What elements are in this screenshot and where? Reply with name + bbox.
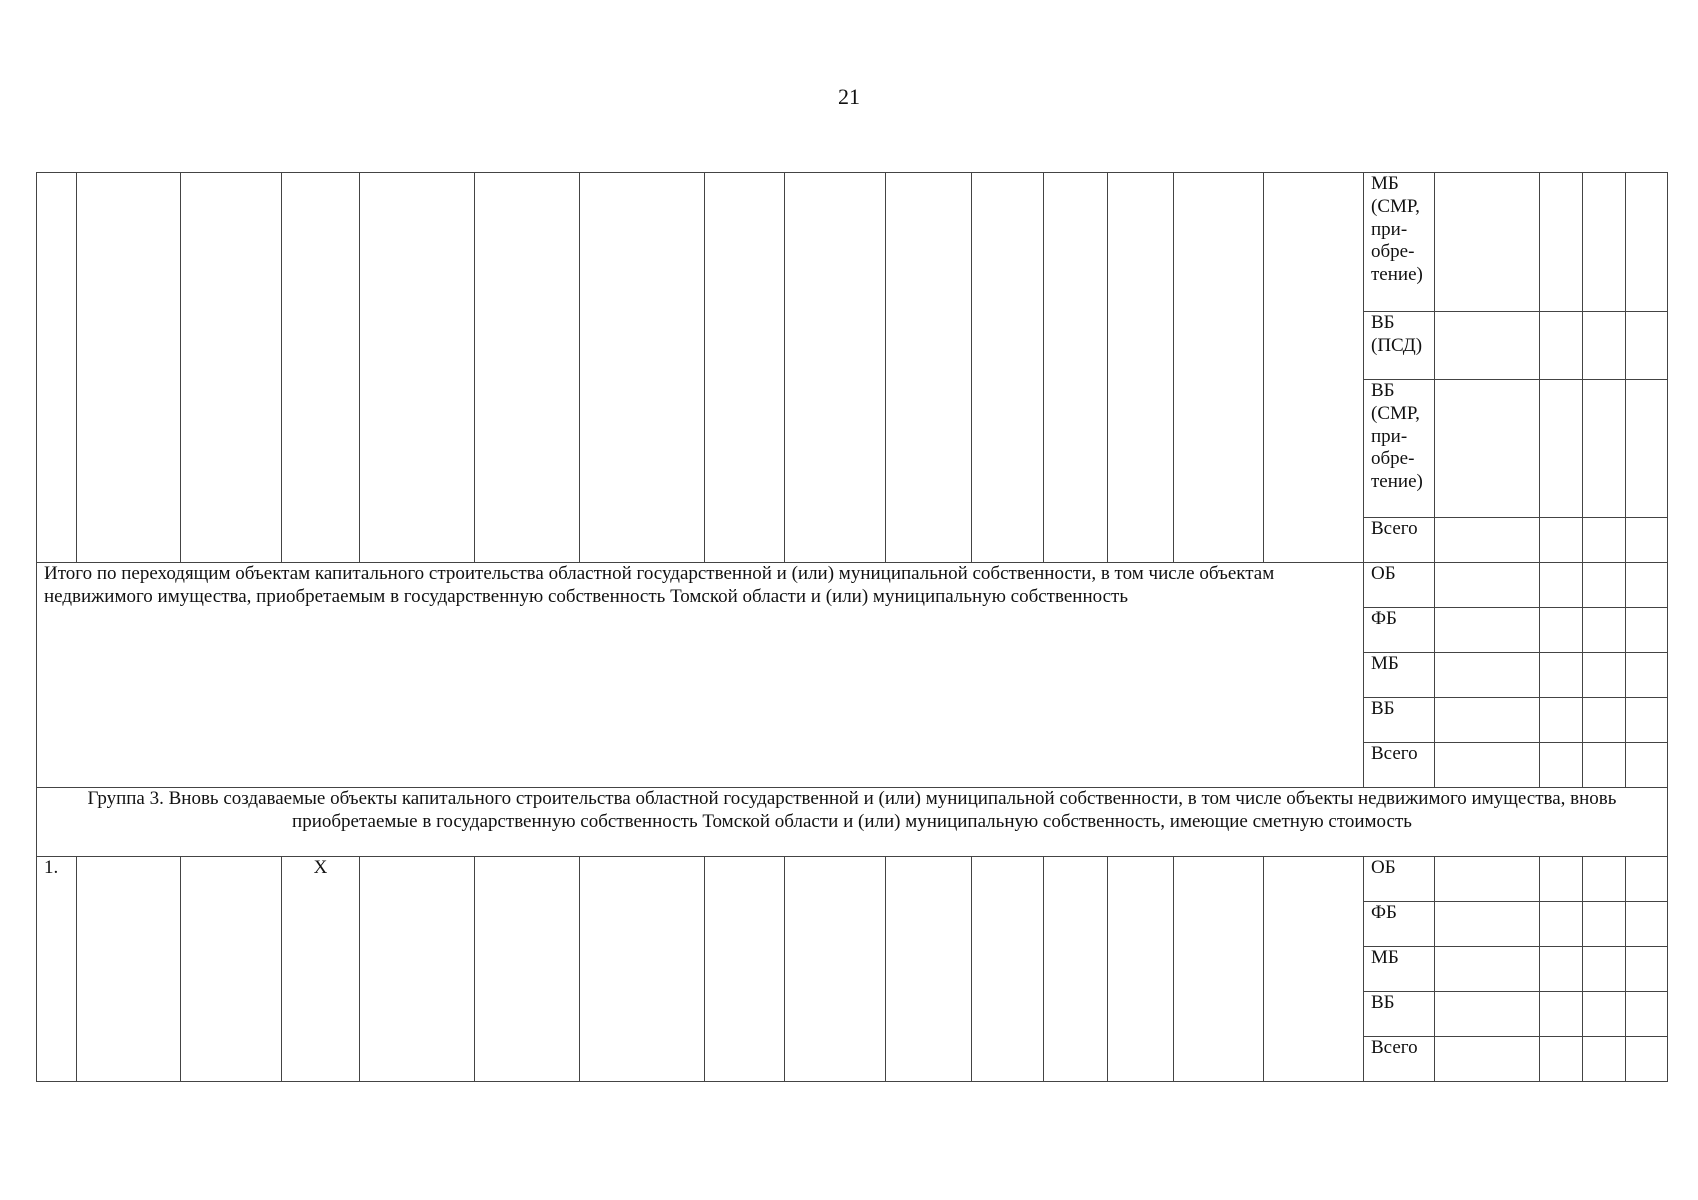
table-cell [1626,518,1668,563]
table-cell [1540,743,1583,788]
funding-source: ОБ [1364,857,1435,902]
table-cell [1626,653,1668,698]
table-row [37,173,1668,312]
table-cell [1626,173,1668,312]
funding-source: Всего [1364,743,1435,788]
table-cell [360,173,475,563]
table-cell [972,857,1044,1082]
table-cell [1435,608,1540,653]
table-cell [1108,173,1174,563]
table-cell [1626,312,1668,380]
table-cell [1044,173,1108,563]
table-cell [1540,173,1583,312]
table-cell [1540,992,1583,1037]
table-cell [886,857,972,1082]
table-cell [1435,947,1540,992]
table-cell [1583,173,1626,312]
table-cell [1174,857,1264,1082]
table-cell [77,173,181,563]
funding-source: МБ [1364,947,1435,992]
table-cell [580,173,705,563]
table-cell [1435,992,1540,1037]
table-cell [972,173,1044,563]
table-cell [1264,857,1364,1082]
table-cell [1583,857,1626,902]
subtotal-label: Итого по переходящим объектам капитального строительства областной государственной и (или) муниципальной собственности, в том числе объектам недвижимого имущества, приобретаемым в государственную собственность Томской области и (или) муниципальную собственность [37,563,1364,788]
table-cell [1540,857,1583,902]
table-cell [1626,380,1668,518]
table-row [37,788,1668,857]
table-cell [1108,857,1174,1082]
table-cell [475,173,580,563]
table-cell [360,857,475,1082]
table-cell [1626,1037,1668,1082]
group-header: Группа 3. Вновь создаваемые объекты капитального строительства областной государственной и (или) муниципальной собственности, в том числе объекты недвижимого имущества, вновь приобретаемые в государственную собственность Томской области и (или) муниципальную собственность, имеющие сметную стоимость [37,788,1668,857]
table-cell [1435,1037,1540,1082]
funding-source: ФБ [1364,608,1435,653]
table-cell [1435,312,1540,380]
table-cell [785,173,886,563]
table-cell [1626,992,1668,1037]
table-cell [1540,563,1583,608]
funding-source: ВБ [1364,992,1435,1037]
table-cell [1583,947,1626,992]
table-cell [1583,743,1626,788]
table-cell [1435,380,1540,518]
table-cell [1435,857,1540,902]
table-cell [1626,608,1668,653]
table-cell [181,857,282,1082]
table-cell [1435,173,1540,312]
table-cell [181,173,282,563]
table-cell [1583,653,1626,698]
table-cell [1583,312,1626,380]
table-cell [1540,947,1583,992]
table-cell [1264,173,1364,563]
table-row [37,563,1668,608]
page-number: 21 [838,84,860,109]
table-cell [1583,380,1626,518]
table-cell [1540,1037,1583,1082]
table-cell [1540,653,1583,698]
funding-source: МБ [1364,653,1435,698]
table-cell [1583,608,1626,653]
table-cell [1540,518,1583,563]
funding-source: ВБ (СМР, при-обре-тение) [1364,380,1435,518]
table-row [37,857,1668,902]
table-cell [1626,857,1668,902]
table-cell [1626,947,1668,992]
table-cell [37,173,77,563]
table-cell [1583,698,1626,743]
table-cell [1583,518,1626,563]
table-cell [1540,380,1583,518]
table-cell [1435,653,1540,698]
table-cell [1583,1037,1626,1082]
table-cell [1626,743,1668,788]
table-cell [1540,608,1583,653]
table-cell [77,857,181,1082]
table-cell [1435,743,1540,788]
table-cell [1626,698,1668,743]
table-cell [785,857,886,1082]
table-cell [1435,518,1540,563]
table-cell [705,857,785,1082]
financing-table [36,172,1668,1082]
table-cell [580,857,705,1082]
table-cell [1540,312,1583,380]
row-number: 1. [37,857,77,1082]
funding-source: ФБ [1364,902,1435,947]
table-cell [282,173,360,563]
table-cell [1540,902,1583,947]
table-cell [1626,902,1668,947]
funding-source: Всего [1364,518,1435,563]
x-mark: Х [282,857,360,1082]
table-cell [1044,857,1108,1082]
table-cell [475,857,580,1082]
funding-source: ВБ [1364,698,1435,743]
funding-source: МБ (СМР, при-обре-тение) [1364,173,1435,312]
table-cell [1583,902,1626,947]
table-cell [1435,563,1540,608]
table-cell [705,173,785,563]
funding-source: Всего [1364,1037,1435,1082]
table-cell [1583,563,1626,608]
table-cell [1174,173,1264,563]
table-cell [1435,698,1540,743]
table-cell [886,173,972,563]
funding-source: ОБ [1364,563,1435,608]
table-cell [1626,563,1668,608]
table-cell [1540,698,1583,743]
table-cell [1435,902,1540,947]
funding-source: ВБ (ПСД) [1364,312,1435,380]
table-cell [1583,992,1626,1037]
